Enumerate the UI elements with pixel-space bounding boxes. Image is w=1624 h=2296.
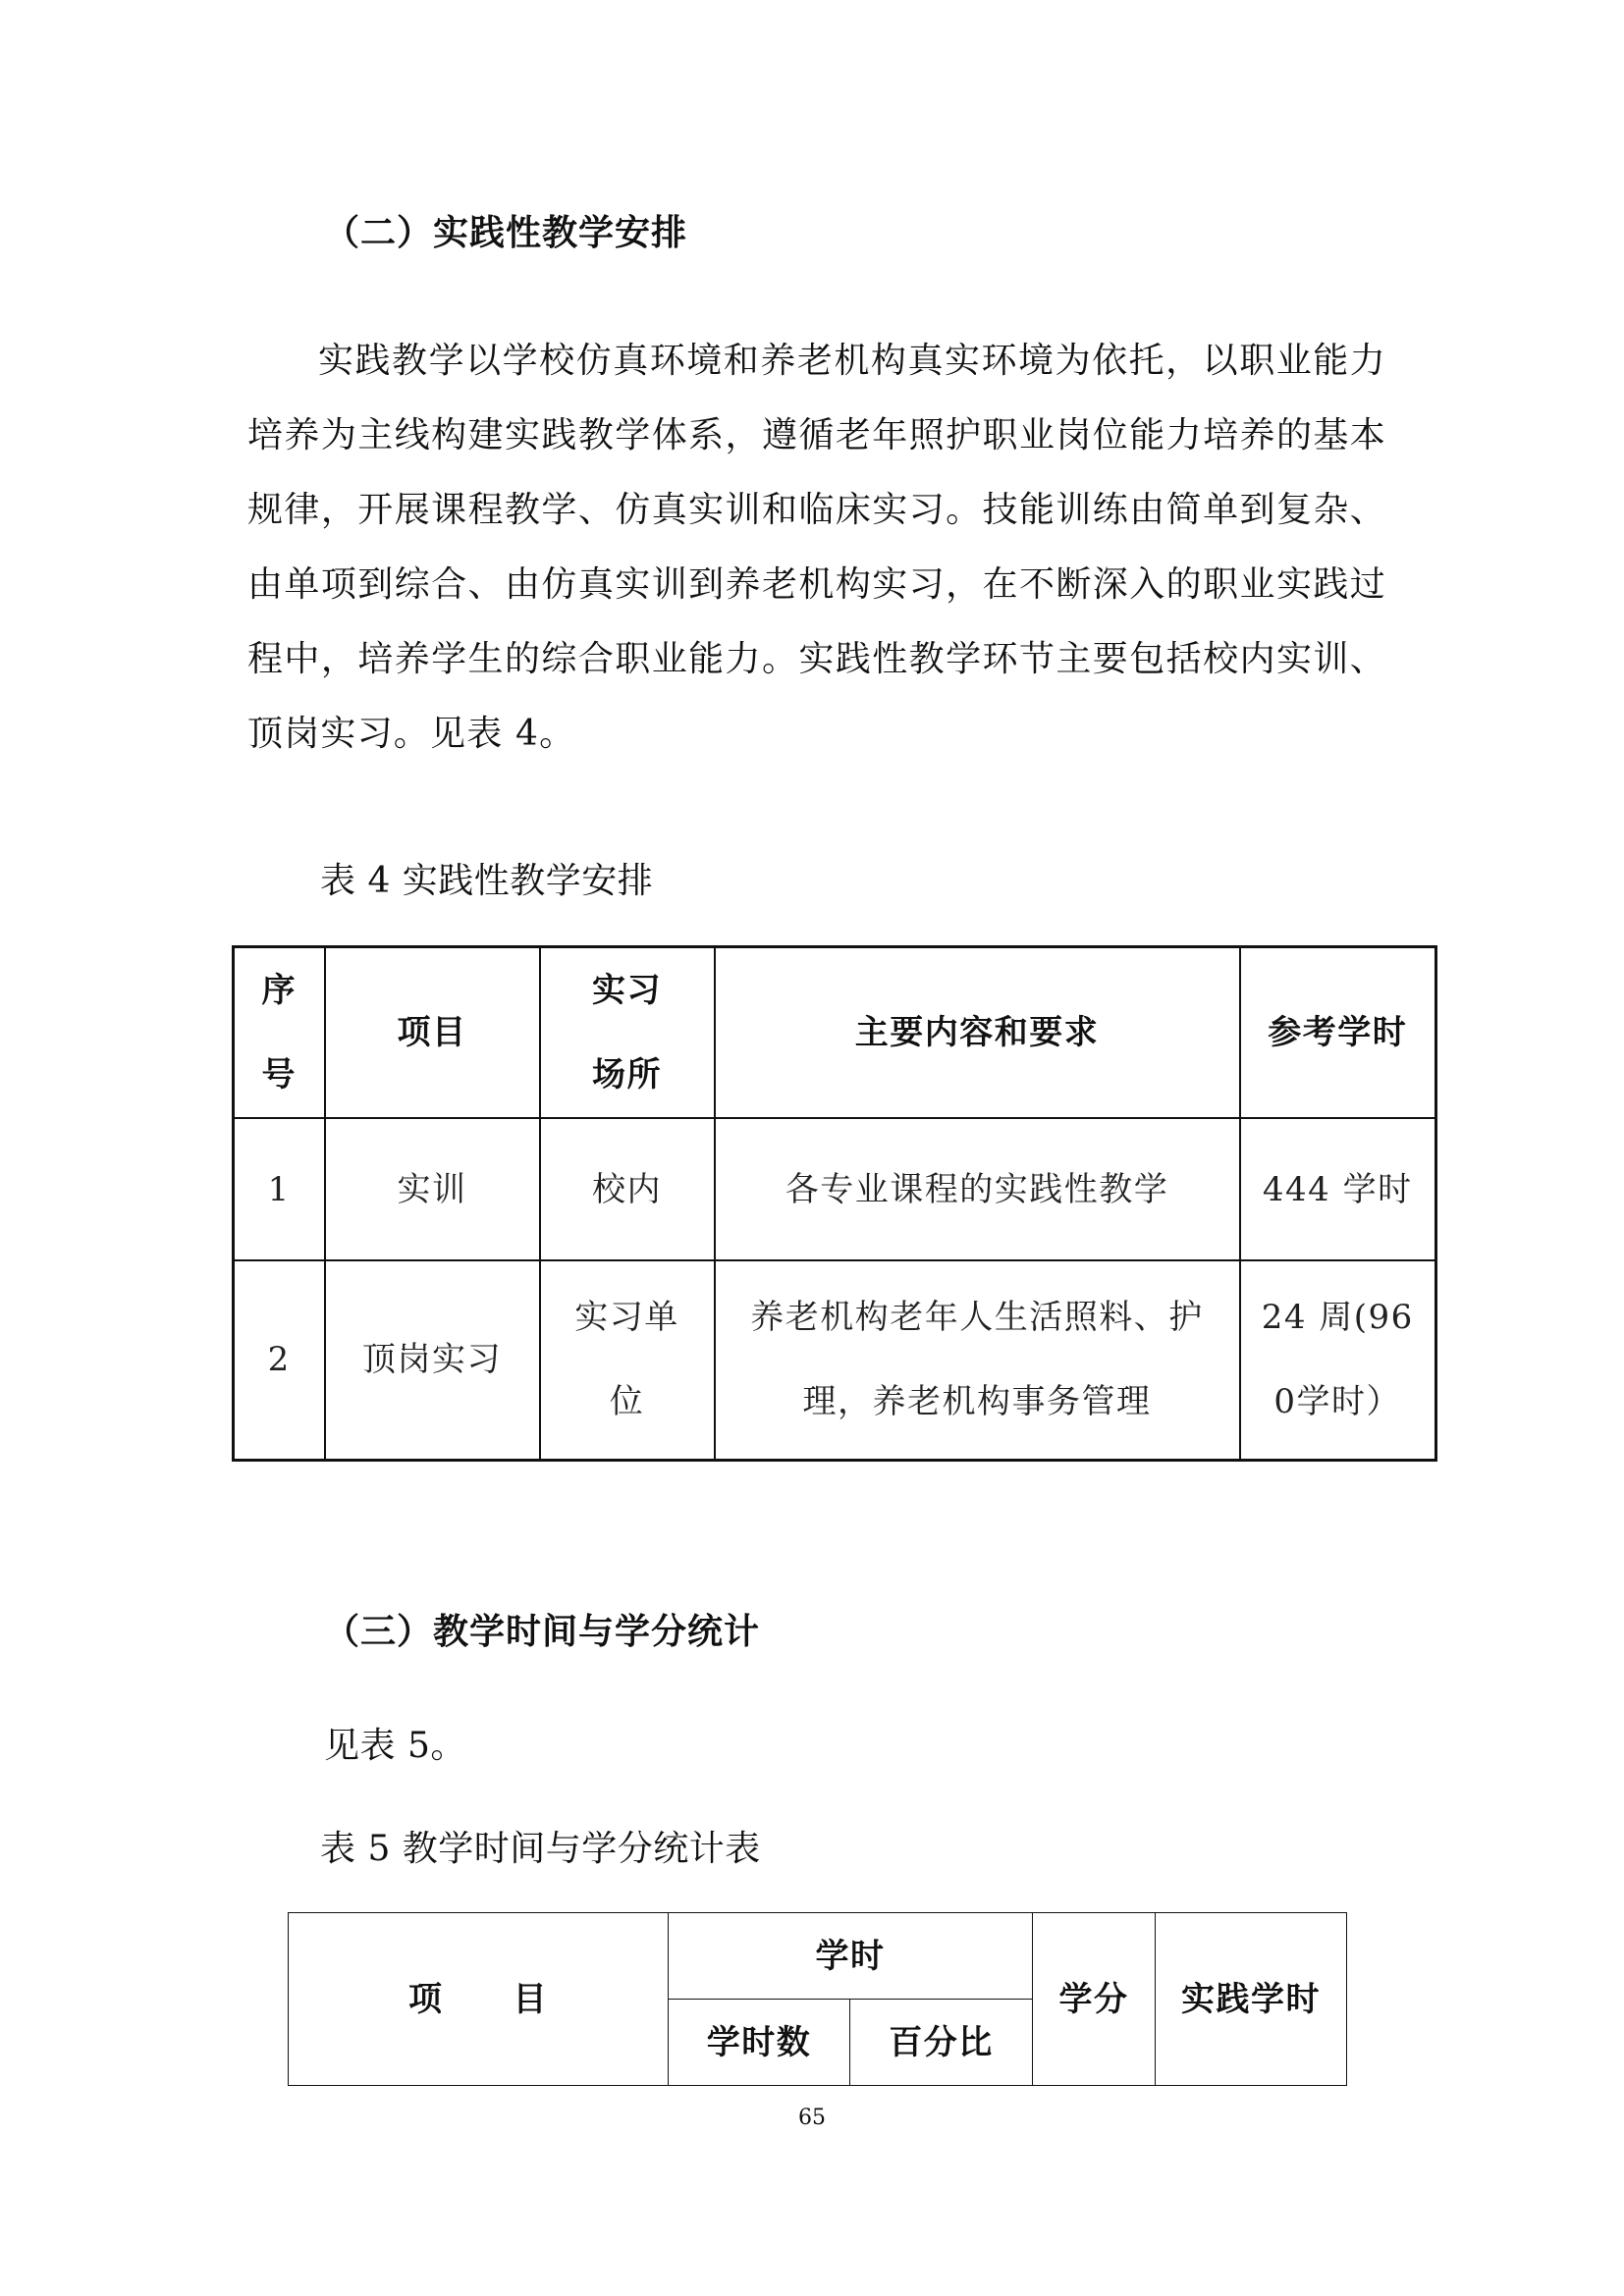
practice-teaching-paragraph: 实践教学以学校仿真环境和养老机构真实环境为依托，以职业能力培养为主线构建实践教学体系，遵循老年照护职业岗位能力培养的基本规律，开展课程教学、仿真实训和临床实习。技能训练由简单到复杂、由单项到综合、由仿真实训到养老机构实习，在不断深入的职业实践过程中，培养学生的综合职业能力。实践性教学环节主要包括校内实训、顶岗实习。见表 4。 — [247, 341, 1386, 754]
row1-place: 校内 — [540, 1118, 715, 1260]
page-number: 65 — [798, 2106, 826, 2130]
header-seq: 序号 — [234, 947, 325, 1119]
header-place: 实习场所 — [540, 947, 715, 1119]
section-heading-practice-arrangement: （二）实践性教学安排 — [324, 213, 688, 253]
row1-seq: 1 — [234, 1118, 325, 1260]
table4-caption: 表 4 实践性教学安排 — [320, 861, 654, 901]
header-practice-hours: 实践学时 — [1156, 1913, 1347, 2086]
table5-caption: 表 5 教学时间与学分统计表 — [320, 1829, 761, 1869]
row2-place: 实习单位 — [540, 1260, 715, 1460]
header-hours: 参考学时 — [1240, 947, 1436, 1119]
table-header-row — [234, 947, 1436, 1119]
table-header-row — [289, 1913, 1347, 2000]
row2-content: 养老机构老年人生活照料、护理，养老机构事务管理 — [715, 1260, 1240, 1460]
header-hours-count: 学时数 — [669, 2000, 850, 2086]
table5-reference-text: 见表 5。 — [324, 1726, 466, 1766]
table-row — [234, 1118, 1436, 1260]
time-credits-table — [288, 1912, 1347, 2086]
row1-content: 各专业课程的实践性教学 — [715, 1118, 1240, 1260]
row1-item: 实训 — [325, 1118, 540, 1260]
table-row — [234, 1260, 1436, 1460]
header-percentage: 百分比 — [850, 2000, 1033, 2086]
header-content: 主要内容和要求 — [715, 947, 1240, 1119]
practice-arrangement-table — [232, 945, 1437, 1462]
header-item: 项目 — [325, 947, 540, 1119]
header-hours-group: 学时 — [669, 1913, 1033, 2000]
section-heading-time-credits: （三）教学时间与学分统计 — [324, 1612, 761, 1652]
row2-item: 顶岗实习 — [325, 1260, 540, 1460]
row2-seq: 2 — [234, 1260, 325, 1460]
header-credits: 学分 — [1033, 1913, 1156, 2086]
row1-hours: 444 学时 — [1240, 1118, 1436, 1260]
row2-hours: 24 周(960学时） — [1240, 1260, 1436, 1460]
header-item: 项 目 — [289, 1913, 669, 2086]
